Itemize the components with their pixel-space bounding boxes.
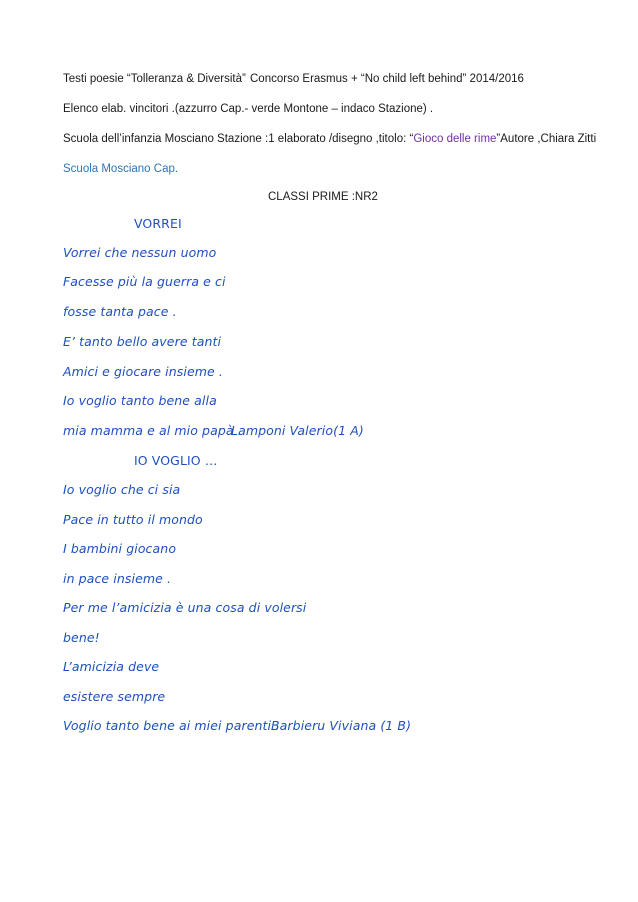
poem2-line: in pace insieme . [63,571,172,586]
poem2-line: L’amicizia deve [63,659,160,674]
poem2-author: Barbieru Viviana (1 B) [271,718,412,733]
poem2-line: Io voglio che ci sia [63,482,181,497]
classi-heading: CLASSI PRIME :NR2 [268,191,378,203]
poem1-line: E’ tanto bello avere tanti [63,334,222,349]
poem1-line: Amici e giocare insieme . [63,364,223,379]
poem2-title: IO VOGLIO … [134,453,218,468]
header-line-3-post: ”Autore ,Chiara Zitti [496,133,597,145]
poem1-line: fosse tanta pace . [63,304,177,319]
poem2-line: I bambini giocano [63,541,177,556]
poem2-line: Pace in tutto il mondo [63,512,203,527]
header-line-3-title: Gioco delle rime [413,133,497,145]
header-line-3 [63,133,596,145]
header-line-1-left: Testi poesie “Tolleranza & Diversità” [63,73,246,85]
poem1-title: VORREI [134,216,182,231]
poem1-author: Lamponi Valerio(1 A) [231,423,364,438]
poem1-line: Facesse più la guerra e ci [63,274,226,289]
header-line-4: Scuola Mosciano Cap. [63,163,179,175]
poem2-line: Per me l’amicizia è una cosa di volersi [63,600,307,615]
poem1-line: Io voglio tanto bene alla [63,393,217,408]
header-line-3-pre: Scuola dell’infanzia Mosciano Stazione :1 elaborato /disegno ,titolo: “ [63,133,414,145]
poem1-line: Vorrei che nessun uomo [63,245,217,260]
poem1-line: mia mamma e al mio papà . [63,423,242,438]
header-line-2: Elenco elab. vincitori .(azzurro Cap.- verde Montone – indaco Stazione) . [63,103,434,115]
poem2-line: bene! [63,630,100,645]
poem2-line: esistere sempre [63,689,166,704]
poem2-line: Voglio tanto bene ai miei parenti . [63,718,280,733]
header-line-1-right: Concorso Erasmus + “No child left behind” 2014/2016 [250,73,524,85]
